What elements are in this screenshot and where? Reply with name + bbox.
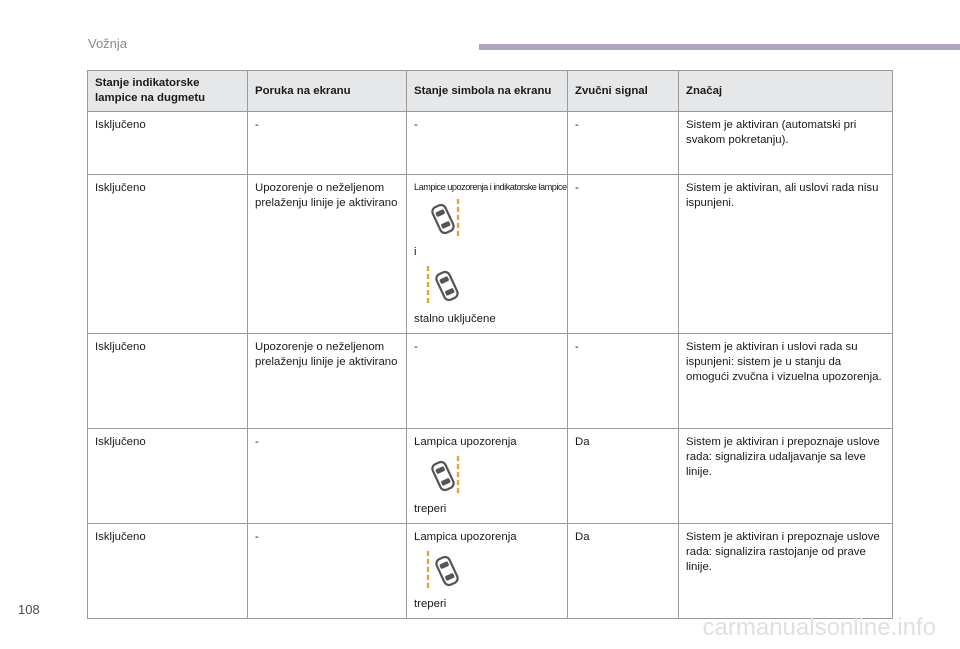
lane-departure-right-icon	[422, 456, 464, 496]
sound-cell: -	[568, 112, 679, 175]
message-cell: -	[248, 524, 407, 619]
meaning-cell: Sistem je aktiviran i uslovi rada su ispunjeni: sistem je u stanju da omogući zvučna i vizuelna upozorenja.	[679, 334, 893, 429]
column-header: Značaj	[679, 71, 893, 112]
section-title: Vožnja	[88, 36, 128, 51]
sound-cell: -	[568, 334, 679, 429]
meaning-cell: Sistem je aktiviran i prepoznaje uslove rada: signalizira rastojanje od prave linije.	[679, 524, 893, 619]
column-header: Poruka na ekranu	[248, 71, 407, 112]
symbol-state: treperi	[414, 598, 447, 610]
meaning-cell: Sistem je aktiviran (automatski pri svakom pokretanju).	[679, 112, 893, 175]
symbol-cell	[407, 175, 568, 334]
page-number: 108	[18, 602, 40, 617]
lamp-state-cell: Isključeno	[88, 334, 248, 429]
lane-departure-right-icon	[422, 199, 464, 239]
symbol-cell: -	[407, 112, 568, 175]
lamp-state-cell: Isključeno	[88, 112, 248, 175]
symbol-state: treperi	[414, 503, 447, 515]
symbol-cell: -	[407, 334, 568, 429]
lamp-state-cell: Isključeno	[88, 524, 248, 619]
table-row	[88, 429, 893, 524]
lane-departure-left-icon	[422, 266, 464, 306]
symbol-cell	[407, 429, 568, 524]
sound-cell: Da	[568, 524, 679, 619]
symbol-state: stalno uključene	[414, 313, 496, 325]
message-cell: -	[248, 112, 407, 175]
symbol-conjunction: i	[414, 246, 417, 258]
symbol-description: Lampica upozorenja	[414, 531, 517, 543]
table-row	[88, 334, 893, 429]
lamp-state-cell: Isključeno	[88, 429, 248, 524]
table-row	[88, 175, 893, 334]
table-row	[88, 524, 893, 619]
meaning-cell: Sistem je aktiviran i prepoznaje uslove rada: signalizira udaljavanje sa leve linije.	[679, 429, 893, 524]
lane-departure-status-table	[87, 70, 893, 619]
sound-cell: -	[568, 175, 679, 334]
table-row	[88, 112, 893, 175]
column-header: Zvučni signal	[568, 71, 679, 112]
message-cell: Upozorenje o neželjenom prelaženju linije je aktivirano	[248, 334, 407, 429]
message-cell: Upozorenje o neželjenom prelaženju linije je aktivirano	[248, 175, 407, 334]
lamp-state-cell: Isključeno	[88, 175, 248, 334]
symbol-cell	[407, 524, 568, 619]
symbol-description: Lampica upozorenja	[414, 436, 517, 448]
symbol-description: Lampice upozorenja i indikatorske lampice	[414, 182, 567, 192]
column-header: Stanje indikatorske lampice na dugmetu	[88, 71, 248, 112]
message-cell: -	[248, 429, 407, 524]
table-header-row	[88, 71, 893, 112]
header-bar	[479, 44, 960, 50]
lane-departure-left-icon	[422, 551, 464, 591]
watermark: carmanualsonline.info	[702, 614, 936, 641]
meaning-cell: Sistem je aktiviran, ali uslovi rada nisu ispunjeni.	[679, 175, 893, 334]
sound-cell: Da	[568, 429, 679, 524]
column-header: Stanje simbola na ekranu	[407, 71, 568, 112]
